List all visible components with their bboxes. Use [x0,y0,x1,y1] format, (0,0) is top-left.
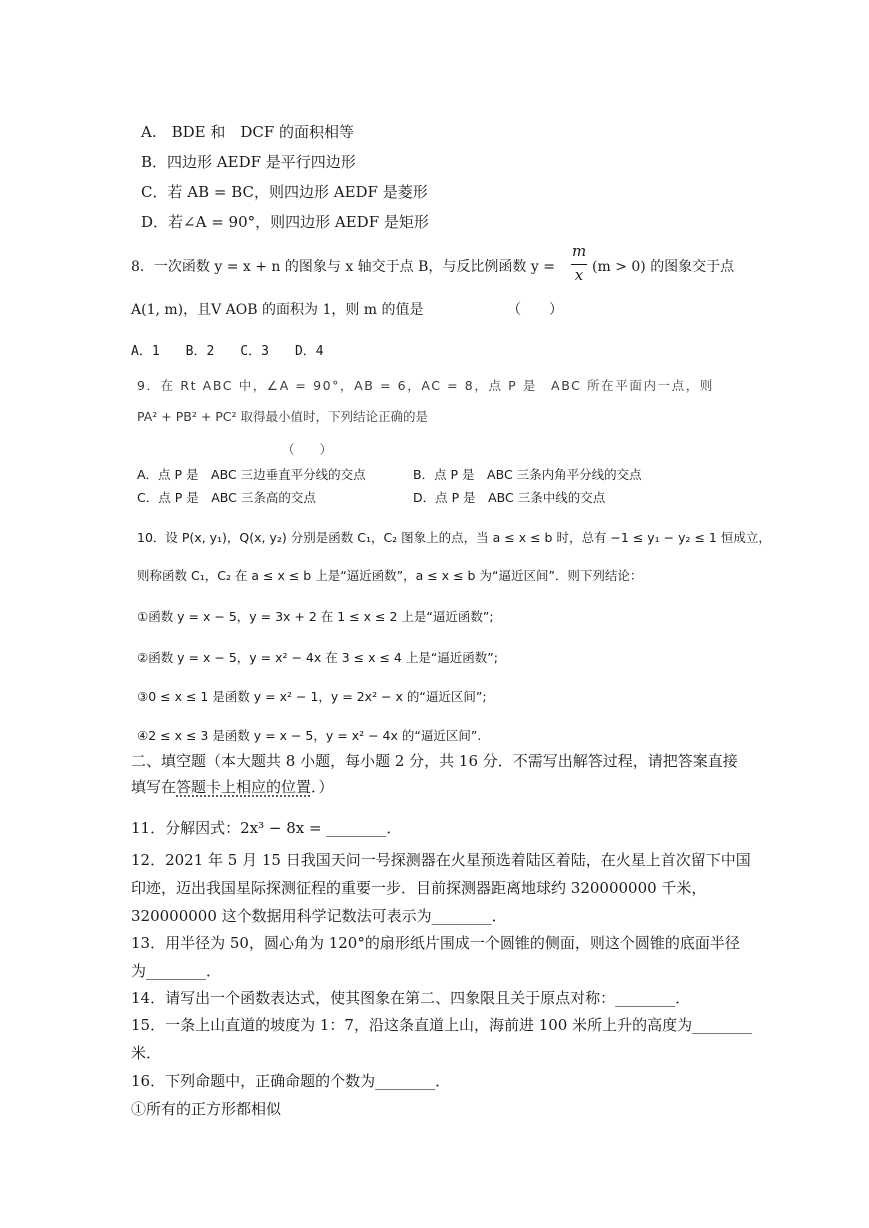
q14: 14．请写出一个函数表达式，使其图象在第二、四象限且关于原点对称：________． [131,989,691,1007]
section2-heading-line2 [131,776,334,797]
q16: 16．下列命题中，正确命题的个数为________． [131,1072,451,1090]
q8-fraction-bar [571,264,587,265]
q8-options: A．1 B．2 C．3 D．4 [131,344,324,359]
section2-line2-post: ．） [311,778,334,796]
q7-option-a: A. BDE 和 DCF 的面积相等 [141,123,355,141]
q7-option-c: C．若 AB = BC，则四边形 AEDF 是菱形 [141,183,428,201]
q9-line2: PA² + PB² + PC² 取得最小值时，下列结论正确的是 [137,409,429,424]
q7-option-b: B．四边形 AEDF 是平行四边形 [141,153,356,171]
q16-item-1: ①所有的正方形都相似 [131,1100,282,1118]
q8-answer-bracket: （ ） [507,302,563,318]
q8-fraction-denominator: x [574,266,584,284]
q7-option-d: D．若∠A = 90°，则四边形 AEDF 是矩形 [141,213,429,231]
q12-line3: 320000000 这个数据用科学记数法可表示为________． [131,907,507,925]
q12-line2: 印迹，迈出我国星际探测征程的重要一步．目前探测器距离地球约 320000000 千米， [131,879,707,897]
q9-answer-bracket: （ ） [282,442,333,457]
q9-option-b: B．点 P 是 ABC 三条内角平分线的交点 [413,467,642,482]
q8-line1-text: 8．一次函数 y = x + n 的图象与 x 轴交于点 B，与反比例函数 y = [131,259,555,275]
q9-option-d: D．点 P 是 ABC 三条中线的交点 [413,490,606,505]
q8-line1-end: (m > 0) 的图象交于点 [592,259,735,275]
q12-line1: 12．2021 年 5 月 15 日我国天问一号探测器在火星预选着陆区着陆，在火星上首次留下中国 [131,851,751,869]
q10-item-4: ④2 ≤ x ≤ 3 是函数 y = x − 5，y = x² − 4x 的“逼近区间”. [137,728,482,743]
section2-line2-pre: 填写在 [131,778,177,796]
q9-option-a: A．点 P 是 ABC 三边垂直平分线的交点 [137,467,366,482]
q10-item-2: ②函数 y = x − 5，y = x² − 4x 在 3 ≤ x ≤ 4 上是“逼近函数”; [137,650,498,665]
q10-item-1: ①函数 y = x − 5，y = 3x + 2 在 1 ≤ x ≤ 2 上是“逼近函数”; [137,609,494,624]
q8-fraction-numerator: m [572,242,587,260]
q13-line1: 13．用半径为 50，圆心角为 120°的扇形纸片围成一个圆锥的侧面，则这个圆锥的底面半径 [131,934,740,952]
q9-option-c: C．点 P 是 ABC 三条高的交点 [137,490,316,505]
section2-heading-line1: 二、填空题（本大题共 8 小题，每小题 2 分，共 16 分．不需写出解答过程，请把答案直接 [131,752,738,770]
q15-line1: 15．一条上山直道的坡度为 1：7，沿这条直道上山，海前进 100 米所上升的高度为________ [131,1016,753,1034]
q9-line1: 9．在 Rt ABC 中，∠A = 90°，AB = 6，AC = 8，点 P 是 ABC 所在平面内一点，则 [137,378,714,393]
q11: 11．分解因式：2x³ − 8x = ________． [131,819,402,837]
q10-item-3: ③0 ≤ x ≤ 1 是函数 y = x² − 1，y = 2x² − x 的“逼近区间”; [137,689,487,704]
q13-line2: 为________． [131,962,222,980]
q15-line2: 米． [131,1044,162,1062]
section2-line2-emphasis: 答题卡上相应的位置 [176,778,312,796]
q8-line2: A(1, m)，且V AOB 的面积为 1，则 m 的值是 [131,302,424,318]
q10-line1: 10．设 P(x, y₁)，Q(x, y₂) 分别是函数 C₁，C₂ 图象上的点，当 a ≤ x ≤ b 时，总有 −1 ≤ y₁ − y₂ ≤ 1 恒成立， [137,530,771,545]
q10-line2: 则称函数 C₁，C₂ 在 a ≤ x ≤ b 上是“逼近函数”，a ≤ x ≤ b 为“逼近区间”．则下列结论： [137,568,643,583]
